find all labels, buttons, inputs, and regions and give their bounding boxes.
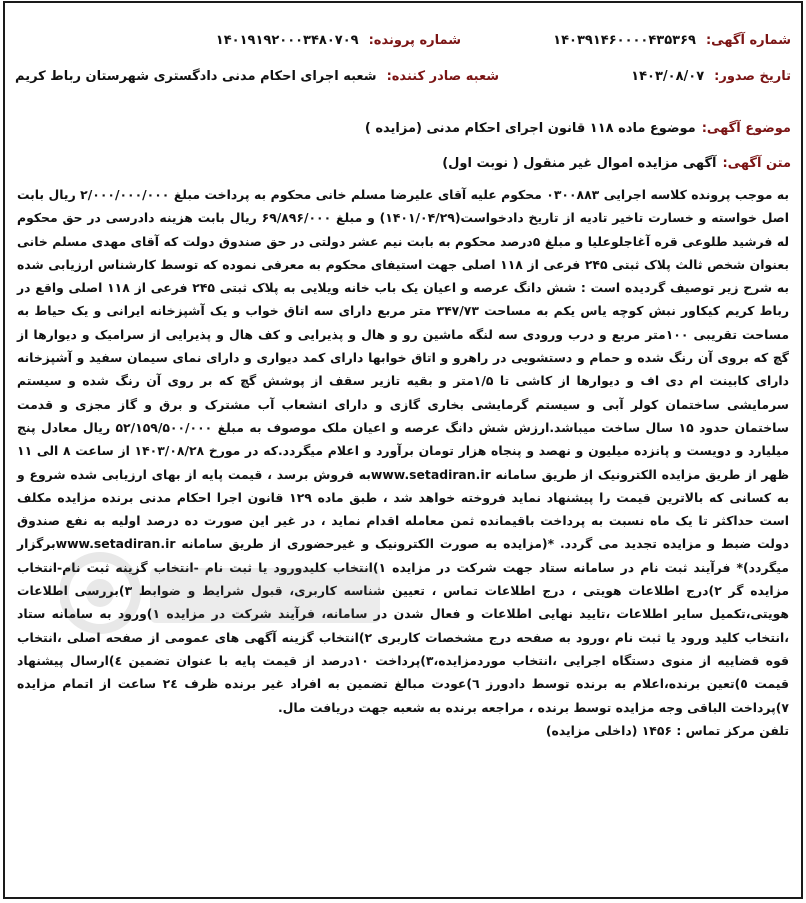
notice-text-label: متن آگهی: <box>722 156 791 171</box>
issue-date-field <box>529 69 791 84</box>
header-row-2 <box>15 69 791 84</box>
website-link-2[interactable]: www.setadiran.ir <box>55 536 176 552</box>
notice-text-title: آگهی مزایده اموال غیر منقول ( نوبت اول) <box>442 156 717 171</box>
notice-text-line <box>15 156 791 171</box>
notice-body <box>17 183 789 742</box>
issue-date-label: تاریخ صدور: <box>714 69 791 84</box>
contact-line: تلفن مرکز تماس : ۱۴۵۶ (داخلی مزایده) <box>545 722 789 738</box>
subject-value: موضوع ماده ۱۱۸ قانون اجرای احکام مدنی (مزایده ) <box>364 121 696 136</box>
case-number-label: شماره پرونده: <box>368 33 461 48</box>
case-number: ۱۴۰۱۹۱۹۲۰۰۰۳۴۸۰۷۰۹ <box>215 33 359 48</box>
header-row-1 <box>15 33 791 48</box>
subject-line <box>15 121 791 136</box>
notice-number-field <box>491 33 791 48</box>
issuer-label: شعبه صادر کننده: <box>386 69 500 84</box>
notice-number-label: شماره آگهی: <box>705 33 791 48</box>
notice-document <box>3 1 803 899</box>
issue-date: ۱۴۰۳/۰۸/۰۷ <box>631 69 705 84</box>
body-part-1: به موجب پرونده کلاسه اجرایی ۰۳۰۰۸۸۳ محکوم علیه آقای علیرضا مسلم خانی محکوم به پرداخت مبلغ ۲/۰۰۰/۰۰۰/۰۰۰ ریال بابت اصل خواسته و خسارت تاخیر تادیه از تاریخ دادخواست(۱۴۰۱/۰۴/۲۹) و مبلغ ۶۹/۸۹۶/۰۰۰ ریال بابت هزینه دادرسی در حق محکوم له فرشید طلوعی قره آغاجلوعلیا و مبلغ ۵درصد محکوم به بابت نیم عشر دولتی در حق صندوق دولت که آقای مهدی مسلم خانی بعنوان شخص ثالث پلاک ثبتی ۲۴۵ فرعی از ۱۱۸ اصلی جهت استیفای محکوم به معرفی نموده که توسط کارشناس ارزیابی شده به شرح زیر توصیف گردیده است : شش دانگ عرصه و اعیان یک باب خانه ویلایی به پلاک ثبتی ۲۴۵ فرعی از ۱۱۸ اصلی واقع در رباط کریم کیکاور نبش کوچه یاس یکم به مساحت ۳۴۷/۷۳ متر مربع دارای سه اتاق خواب و یک آشپزخانه ایرانی و یک حیاط به مساحت تقریبی ۱۰۰متر مربع و درب ورودی سه لنگه ماشین رو و هال و پذیرایی و کف هال و پذیرایی از سرامیک و دیوارها از گچ که بروی آن رنگ شده و حمام و دستشویی در راهرو و اتاق خوابها دارای کمد دیواری و دارای نمای سیمان سفید و آشپزخانه دارای کابینت ام دی اف و دیوارها از کاشی تا ۱/۵متر و بقیه تازیر سقف از پوشش گچ که بر روی آن رنگ شده و سیستم سرمایشی ساختمان کولر آبی و سیستم گرمایشی بخاری گازی و دارای انشعاب آب مشترک و برق و گاز مجزی و قدمت ساختمان حدود ۱۵ سال ساخت میباشد.ارزش شش دانگ عرصه و اعیان ملک موصوف به مبلغ ۵۲/۱۵۹/۵۰۰/۰۰۰ ریال معادل پنج میلیارد و دویست و پانزده میلیون و نهصد و پنجاه هزار تومان برآورد و اعلام میگردد.که در مورخ ۱۴۰۳/۰۸/۲۸ از ساعت ۸ الی ۱۱ ظهر از طریق مزایده الکترونیک از طریق سامانه <box>17 187 790 482</box>
website-link-1[interactable]: www.setadiran.ir <box>370 466 491 482</box>
body-part-2: به فروش برسد ، قیمت پایه از بهای ارزیابی شده شروع و به کسانی که بالاترین قیمت را پیشنهاد نماید فروخته خواهد شد ، طبق ماده ۱۲۹ قانون اجرا احکام مدنی برنده مزایده مکلف است حداکثر تا یک ماه نسبت به پرداخت باقیمانده ثمن معامله اقدام نماید ، در غیر این صورت ده درصد اولیه به نفع صندوق دولت ضبط و مزایده تجدید می گردد. *(مزایده به صورت الکترونیک و غیرحضوری از طریق سامانه <box>17 466 790 552</box>
subject-label: موضوع آگهی: <box>701 121 791 136</box>
case-number-field <box>15 33 491 48</box>
body-part-3: برگزار میگردد)* فرآیند ثبت نام در سامانه ستاد جهت شرکت در مزایده ۱)انتخاب کلیدورود یا ثبت نام -انتخاب گزینه ثبت نام-انتخاب مزایده گر ۲)درج اطلاعات هویتی ، درج اطلاعات تماس ، تعیین شناسه کاربری، قبول شرایط و ضوابط ۳)بررسی اطلاعات هویتی،تکمیل سایر اطلاعات ،تایید نهایی اطلاعات و فعال شدن در سامانه، فرآیند شرکت در مزایده ۱)ورود به سامانه ستاد ،انتخاب کلید ورود یا ثبت نام ،ورود به صفحه درج مشخصات کاربری ۲)انتخاب گزینه آگهی های عمومی از صفحه اصلی ،انتخاب قوه قضاییه از منوی دستگاه اجرایی ،انتخاب موردمزایده،۳)پرداخت ۱۰درصد از قیمت پایه با عنوان تضمین ٤)ارسال پیشنهاد قیمت ٥)تعین برنده،اعلام به برنده توسط دادورز ٦)عودت مبالغ تضمین به افراد غیر برنده ظرف ۲٤ ساعت از اتمام مزایده ۷)پرداخت الباقی وجه مزایده توسط برنده ، مراجعه برنده به شعبه جهت دریافت مال. <box>17 536 790 715</box>
issuer-name: شعبه اجرای احکام مدنی دادگستری شهرستان رباط کریم <box>15 69 377 84</box>
issuer-field <box>15 69 529 84</box>
notice-number: ۱۴۰۳۹۱۴۶۰۰۰۰۴۳۵۳۶۹ <box>553 33 696 48</box>
